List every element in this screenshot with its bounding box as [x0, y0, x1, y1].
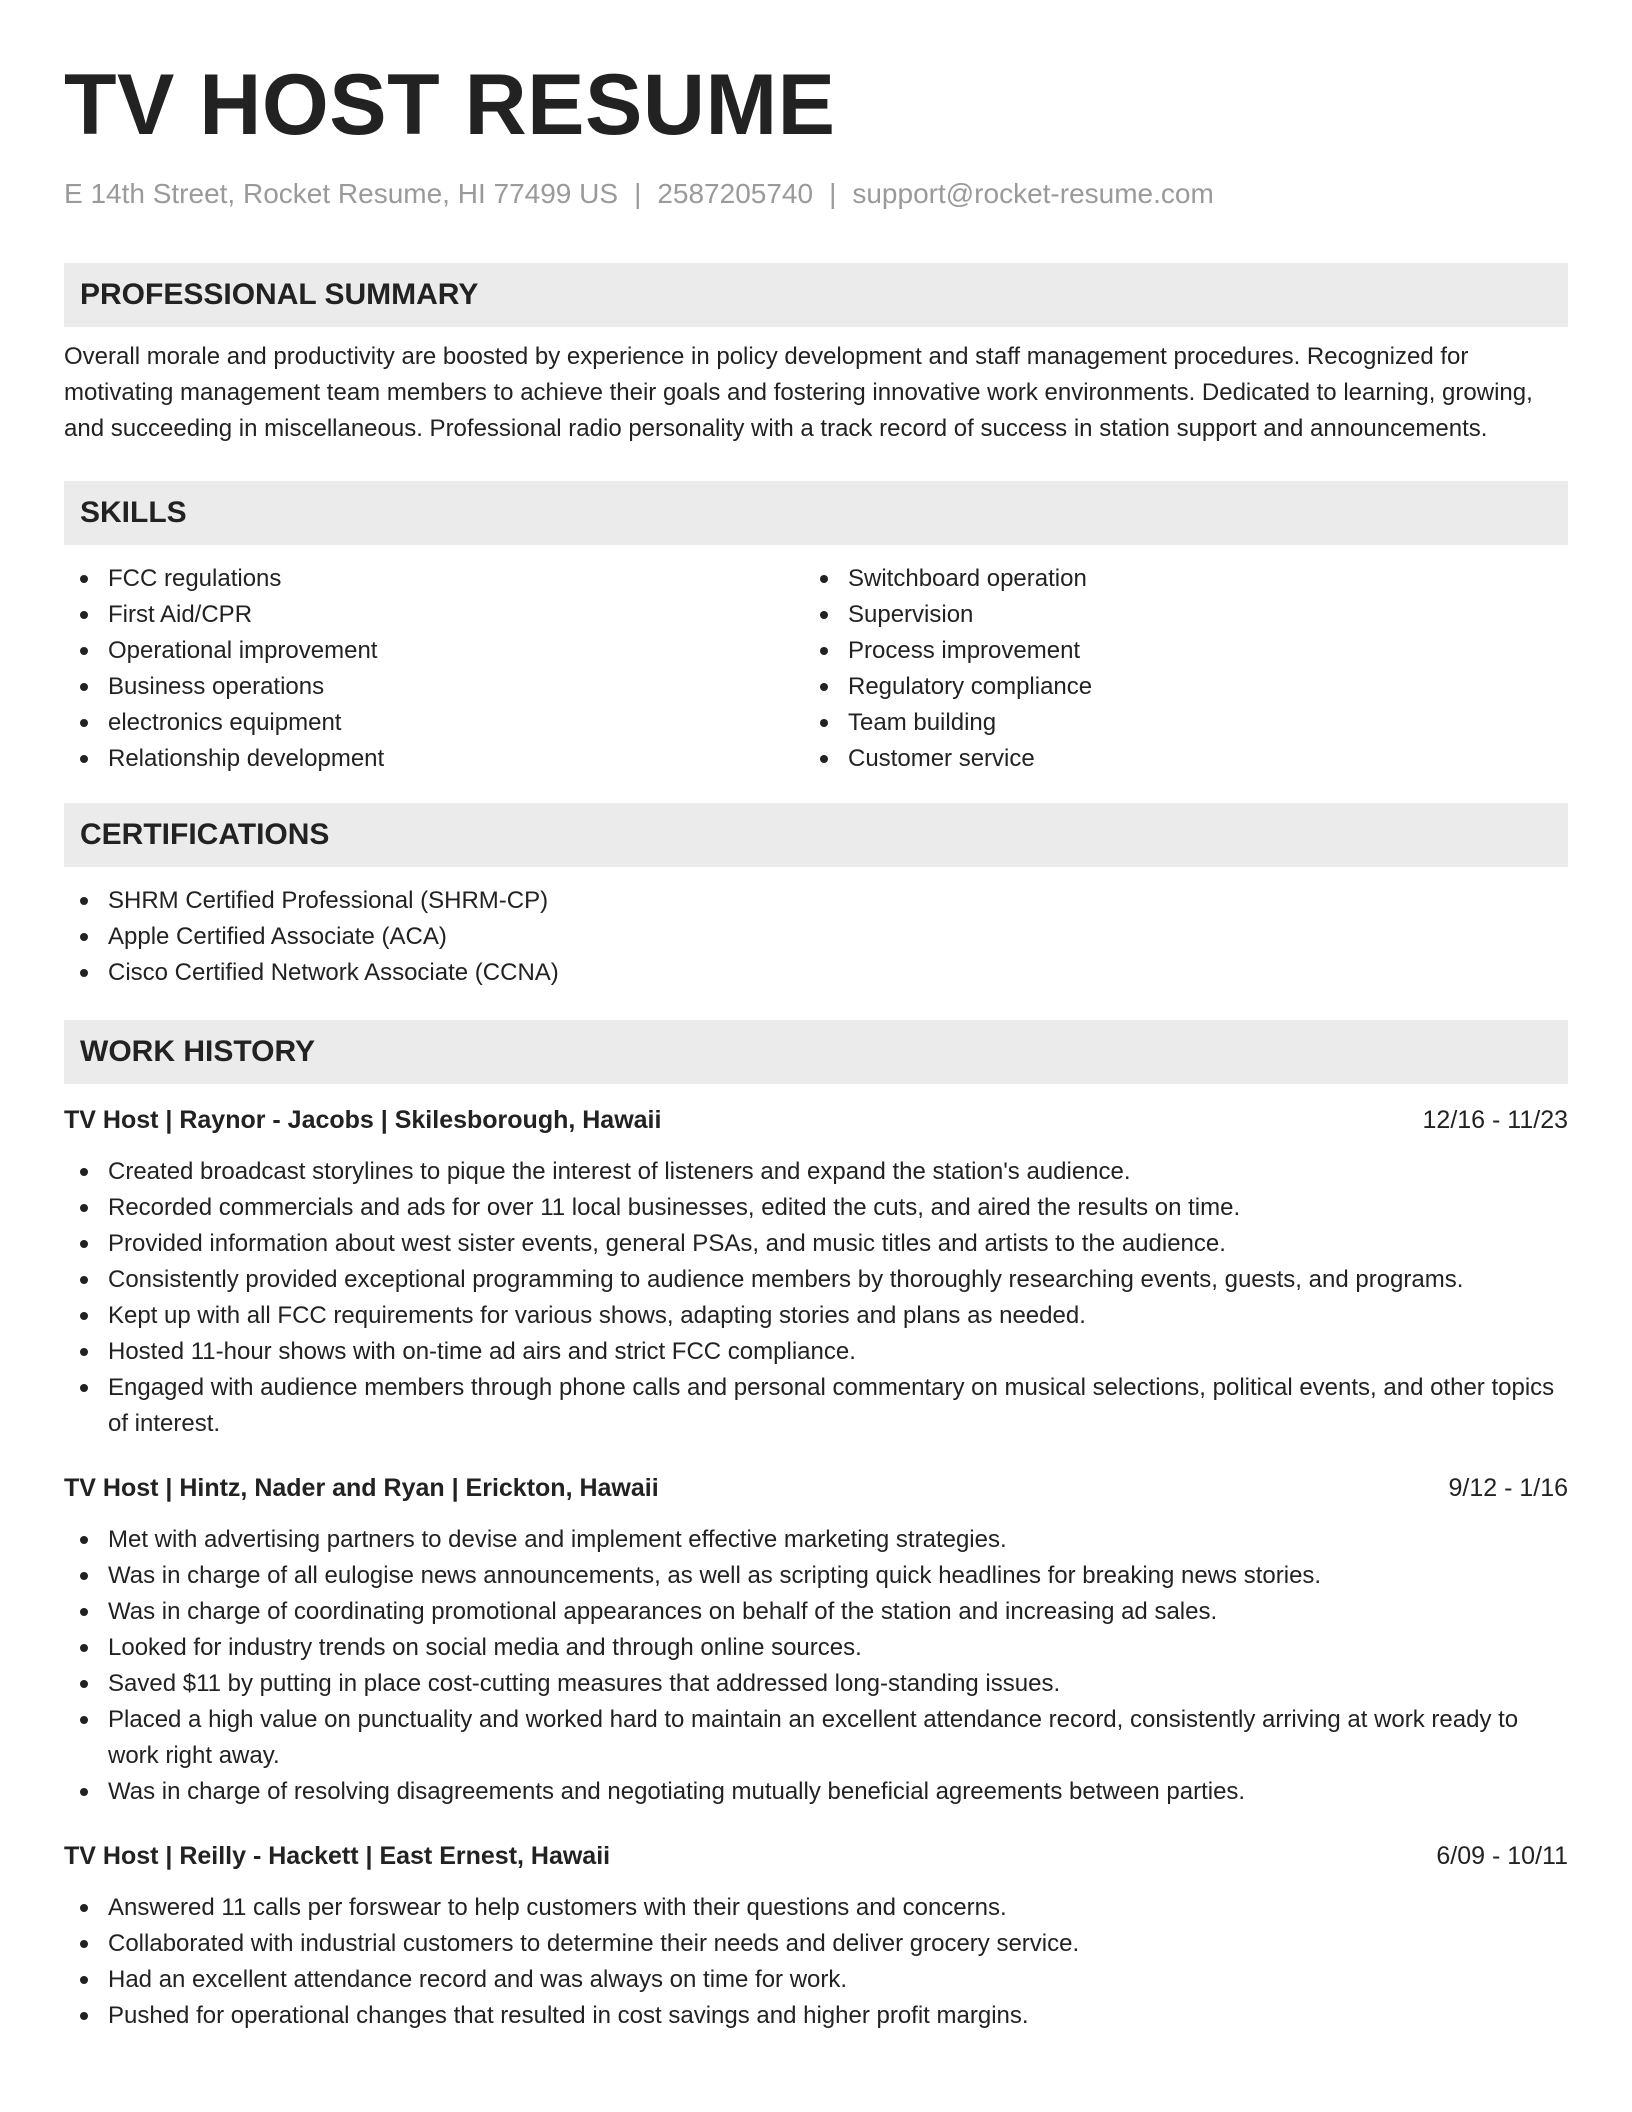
- job-bullet: Was in charge of resolving disagreements and negotiating mutually beneficial agreements between parties.: [64, 1774, 1568, 1810]
- job-bullets: [64, 1154, 1568, 1442]
- contact-separator: |: [829, 178, 837, 209]
- skill-item: Team building: [804, 705, 1544, 741]
- work-history-heading: WORK HISTORY: [64, 1020, 1568, 1084]
- skill-item: Operational improvement: [64, 633, 804, 669]
- job-title: TV Host | Raynor - Jacobs | Skilesborough, Hawaii: [64, 1106, 662, 1134]
- skill-item: Supervision: [804, 597, 1544, 633]
- job-entry: [64, 1470, 1568, 1810]
- job-entry: [64, 1838, 1568, 2034]
- skill-item: First Aid/CPR: [64, 597, 804, 633]
- skill-item: Regulatory compliance: [804, 669, 1544, 705]
- job-header: [64, 1470, 1568, 1506]
- job-bullet: Was in charge of all eulogise news announcements, as well as scripting quick headlines for breaking news stories.: [64, 1558, 1568, 1594]
- skill-item: Switchboard operation: [804, 561, 1544, 597]
- skills-section: [64, 481, 1568, 777]
- job-bullet: Consistently provided exceptional programming to audience members by thoroughly researching events, guests, and programs.: [64, 1262, 1568, 1298]
- job-bullet: Collaborated with industrial customers to determine their needs and deliver grocery service.: [64, 1926, 1568, 1962]
- certifications-list: [64, 883, 1568, 991]
- certification-item: Cisco Certified Network Associate (CCNA): [64, 955, 1568, 991]
- job-bullet: Recorded commercials and ads for over 11 local businesses, edited the cuts, and aired the results on time.: [64, 1190, 1568, 1226]
- job-title: TV Host | Reilly - Hackett | East Ernest, Hawaii: [64, 1842, 611, 1870]
- skill-item: Business operations: [64, 669, 804, 705]
- job-bullet: Met with advertising partners to devise and implement effective marketing strategies.: [64, 1522, 1568, 1558]
- contact-separator: |: [634, 178, 642, 209]
- skills-heading: SKILLS: [64, 481, 1568, 545]
- job-bullet: Provided information about west sister events, general PSAs, and music titles and artists to the audience.: [64, 1226, 1568, 1262]
- summary-heading: PROFESSIONAL SUMMARY: [64, 263, 1568, 327]
- job-bullet: Looked for industry trends on social media and through online sources.: [64, 1630, 1568, 1666]
- skill-item: electronics equipment: [64, 705, 804, 741]
- job-bullet: Engaged with audience members through phone calls and personal commentary on musical selections, political events, and other topics of interest.: [64, 1370, 1568, 1442]
- job-dates: 6/09 - 10/11: [1436, 1842, 1568, 1870]
- skills-columns: [64, 561, 1568, 777]
- job-header: [64, 1102, 1568, 1138]
- job-title: TV Host | Hintz, Nader and Ryan | Erickton, Hawaii: [64, 1474, 659, 1502]
- certifications-section: [64, 803, 1568, 991]
- job-dates: 9/12 - 1/16: [1448, 1474, 1568, 1502]
- job-bullets: [64, 1522, 1568, 1810]
- job-bullets: [64, 1890, 1568, 2034]
- job-bullet: Was in charge of coordinating promotional appearances on behalf of the station and increasing ad sales.: [64, 1594, 1568, 1630]
- contact-line: [64, 174, 1568, 214]
- skill-item: Process improvement: [804, 633, 1544, 669]
- resume-title: TV HOST RESUME: [64, 57, 836, 153]
- certification-item: SHRM Certified Professional (SHRM-CP): [64, 883, 1568, 919]
- job-entry: [64, 1102, 1568, 1442]
- job-header: [64, 1838, 1568, 1874]
- contact-address: E 14th Street, Rocket Resume, HI 77499 US: [64, 178, 619, 209]
- certification-item: Apple Certified Associate (ACA): [64, 919, 1568, 955]
- summary-section: [64, 263, 1568, 447]
- skills-list-right: [804, 561, 1544, 777]
- job-bullet: Placed a high value on punctuality and worked hard to maintain an excellent attendance record, consistently arriving at work ready to work right away.: [64, 1702, 1568, 1774]
- job-bullet: Kept up with all FCC requirements for various shows, adapting stories and plans as needed.: [64, 1298, 1568, 1334]
- contact-phone: 2587205740: [657, 178, 814, 209]
- job-bullet: Created broadcast storylines to pique the interest of listeners and expand the station's audience.: [64, 1154, 1568, 1190]
- job-bullet: Answered 11 calls per forswear to help customers with their questions and concerns.: [64, 1890, 1568, 1926]
- skill-item: FCC regulations: [64, 561, 804, 597]
- job-bullet: Hosted 11-hour shows with on-time ad airs and strict FCC compliance.: [64, 1334, 1568, 1370]
- skill-item: Customer service: [804, 741, 1544, 777]
- job-bullet: Had an excellent attendance record and was always on time for work.: [64, 1962, 1568, 1998]
- work-history-section: [64, 1020, 1568, 2034]
- job-bullet: Pushed for operational changes that resulted in cost savings and higher profit margins.: [64, 1998, 1568, 2034]
- contact-email: support@rocket-resume.com: [852, 178, 1214, 209]
- certifications-heading: CERTIFICATIONS: [64, 803, 1568, 867]
- skills-list-left: [64, 561, 804, 777]
- job-dates: 12/16 - 11/23: [1422, 1106, 1568, 1134]
- skill-item: Relationship development: [64, 741, 804, 777]
- job-bullet: Saved $11 by putting in place cost-cutting measures that addressed long-standing issues.: [64, 1666, 1568, 1702]
- summary-text: Overall morale and productivity are boosted by experience in policy development and staff management procedures. Recognized for motivating management team members to achieve their goals and fostering innovative work environments. Dedicated to learning, growing, and succeeding in miscellaneous. Professional radio personality with a track record of success in station support and announcements.: [64, 343, 1533, 442]
